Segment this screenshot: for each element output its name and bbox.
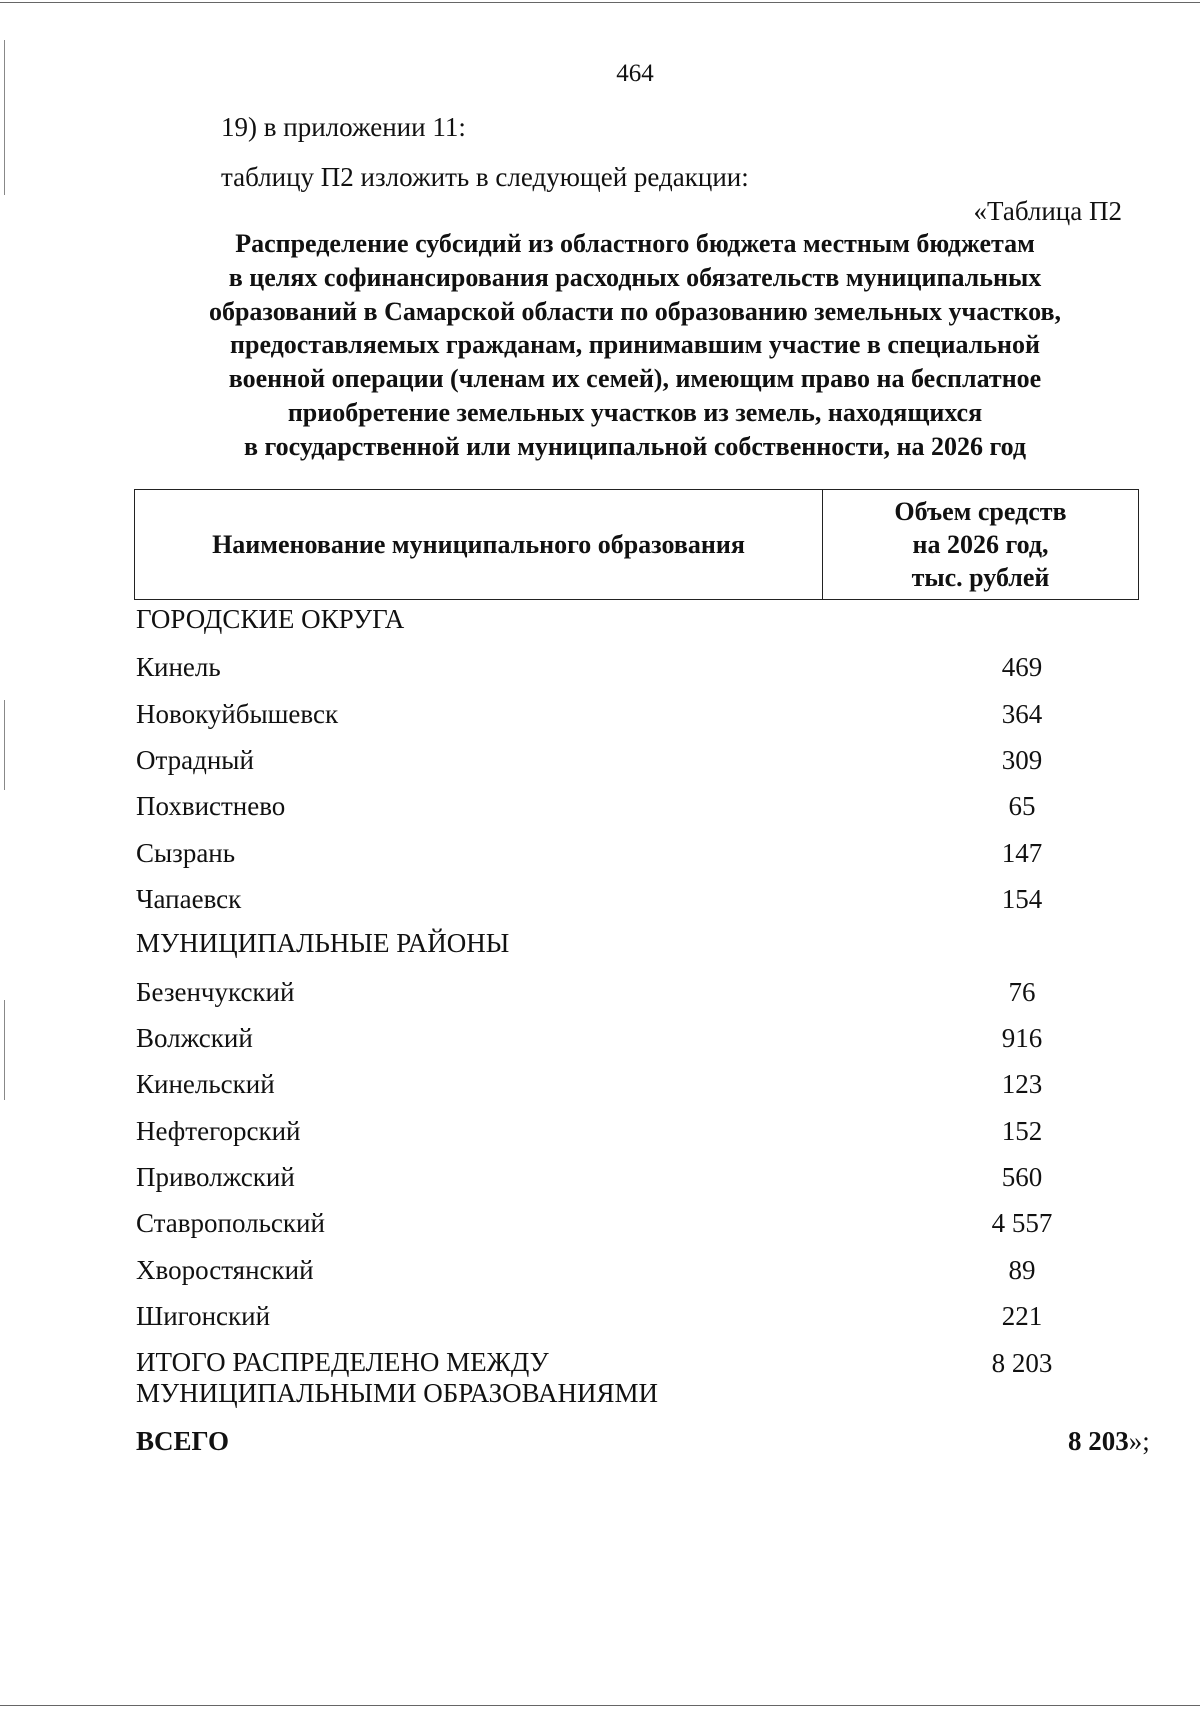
municipality-value: 309 <box>1001 745 1043 776</box>
distributed-total-row <box>136 1342 1136 1420</box>
table-row <box>136 1249 1136 1295</box>
municipality-value: 152 <box>1001 1115 1043 1146</box>
table-row <box>136 739 1136 785</box>
section-title: МУНИЦИПАЛЬНЫЕ РАЙОНЫ <box>136 928 510 959</box>
municipality-name: Шигонский <box>136 1301 271 1332</box>
table-row <box>136 1156 1136 1202</box>
municipality-value: 364 <box>1001 698 1043 729</box>
municipality-value: 147 <box>1001 837 1043 868</box>
municipality-name: Хворостянский <box>136 1254 314 1285</box>
grand-total-value: 8 203 <box>1068 1425 1129 1456</box>
title-line: в целях софинансирования расходных обязательств муниципальных <box>228 262 1042 292</box>
title-line: предоставляемых гражданам, принимавшим участие в специальной <box>230 330 1040 360</box>
table-row <box>136 971 1136 1017</box>
table-row <box>136 693 1136 739</box>
page-number: 464 <box>616 60 654 87</box>
header-volume-line: на 2026 год, <box>912 530 1049 559</box>
header-volume-line: тыс. рублей <box>911 563 1050 592</box>
scan-margin-line <box>4 1000 5 1100</box>
table-body <box>136 600 1150 1466</box>
amendment-item: 19) в приложении 11: <box>221 112 466 142</box>
table-row <box>136 1110 1136 1156</box>
page-bottom-edge <box>0 1705 1200 1706</box>
grand-total-value-cell <box>1068 1426 1200 1457</box>
table-header <box>134 489 1139 600</box>
title-line: образований в Самарской области по образованию земельных участков, <box>208 296 1062 326</box>
header-volume-column <box>823 490 1138 599</box>
header-name-column: Наименование муниципального образования <box>135 490 823 599</box>
municipality-name: Похвистнево <box>136 791 286 822</box>
page-top-edge <box>0 2 1200 3</box>
municipality-name: Сызрань <box>136 837 236 868</box>
header-volume-line: Объем средств <box>894 497 1067 526</box>
municipality-value: 65 <box>1008 791 1036 822</box>
table-row <box>136 646 1136 692</box>
table-title <box>120 227 1150 464</box>
title-line: военной операции (членам их семей), имеющим право на бесплатное <box>228 364 1042 394</box>
municipality-name: Отрадный <box>136 745 254 776</box>
municipality-name: Кинельский <box>136 1069 275 1100</box>
table-label: «Таблица П2 <box>973 196 1122 226</box>
municipality-name: Кинель <box>136 652 221 683</box>
amendment-instruction: таблицу П2 изложить в следующей редакции: <box>221 162 749 192</box>
closing-quote: »; <box>1128 1425 1150 1456</box>
title-line: Распределение субсидий из областного бюджета местным бюджетам <box>235 229 1035 258</box>
table-row <box>136 832 1136 878</box>
table-row <box>136 878 1136 924</box>
municipality-name: Приволжский <box>136 1162 295 1193</box>
distributed-label-line: ИТОГО РАСПРЕДЕЛЕНО МЕЖДУ <box>136 1346 549 1377</box>
municipality-value: 560 <box>1001 1162 1043 1193</box>
table-row <box>136 1017 1136 1063</box>
municipality-name: Ставропольский <box>136 1208 325 1239</box>
title-line: приобретение земельных участков из земель, находящихся <box>287 397 983 427</box>
municipality-name: Чапаевск <box>136 884 242 915</box>
municipality-value: 89 <box>1008 1254 1036 1285</box>
municipality-value: 221 <box>1001 1301 1043 1332</box>
table-row <box>136 785 1136 831</box>
distributed-total-label <box>136 1347 658 1409</box>
section-title: ГОРОДСКИЕ ОКРУГА <box>136 604 405 634</box>
table-row <box>136 1063 1136 1109</box>
section-row-districts <box>136 924 1136 970</box>
scan-margin-line <box>4 700 5 790</box>
municipality-name: Новокуйбышевск <box>136 698 339 729</box>
grand-total-row <box>136 1420 1150 1466</box>
table-row <box>136 1295 1136 1341</box>
municipality-name: Нефтегорский <box>136 1115 301 1146</box>
grand-total-label: ВСЕГО <box>136 1425 230 1456</box>
distributed-label-line: МУНИЦИПАЛЬНЫМИ ОБРАЗОВАНИЯМИ <box>136 1377 658 1408</box>
table-row <box>136 1202 1136 1248</box>
title-line: в государственной или муниципальной собственности, на 2026 год <box>243 431 1027 461</box>
municipality-value: 76 <box>1008 976 1036 1007</box>
municipality-name: Волжский <box>136 1023 253 1054</box>
municipality-value: 469 <box>1001 652 1043 683</box>
municipality-value: 916 <box>1001 1023 1043 1054</box>
municipality-value: 154 <box>1001 884 1043 915</box>
municipality-name: Безенчукский <box>136 976 295 1007</box>
municipality-value: 123 <box>1001 1069 1043 1100</box>
section-row-urban <box>136 600 1136 646</box>
distributed-total-value: 8 203 <box>991 1347 1053 1378</box>
municipality-value: 4 557 <box>991 1208 1053 1239</box>
